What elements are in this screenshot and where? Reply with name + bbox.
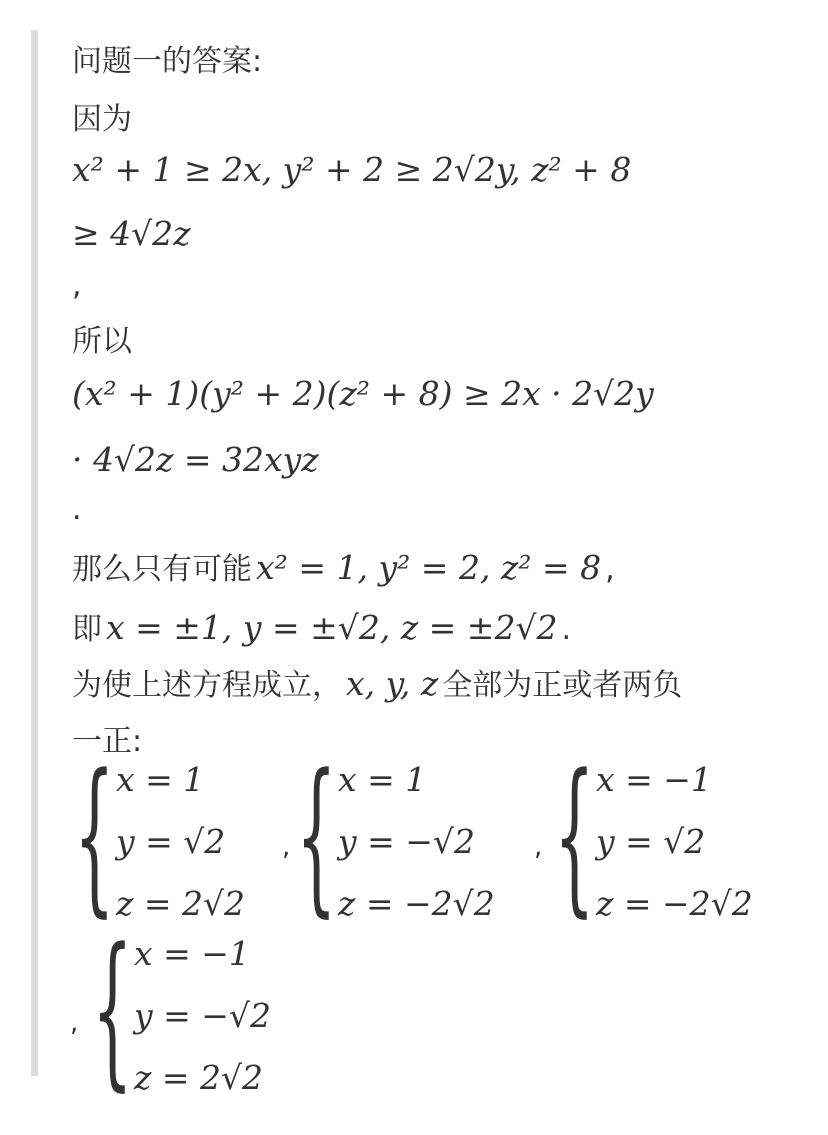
system-row: x = 1 bbox=[338, 760, 427, 799]
system-row: y = −√2 bbox=[134, 996, 271, 1035]
system-row: y = √2 bbox=[116, 822, 226, 861]
so-text: 所以 bbox=[72, 324, 132, 359]
product-line-1: (x² + 1)(y² + 2)(z² + 8) ≥ 2x · 2√2y bbox=[72, 374, 654, 413]
system-row: z = −2√2 bbox=[596, 884, 753, 923]
brace-icon: { bbox=[554, 742, 595, 935]
blockquote-bar bbox=[31, 30, 38, 1076]
separator-comma: , bbox=[282, 832, 291, 862]
only-possible-end: , bbox=[605, 552, 615, 587]
ie-line bbox=[72, 604, 571, 648]
period-text: . bbox=[72, 492, 82, 527]
ie-math: x = ±1, y = ±√2, z = ±2√2 bbox=[106, 608, 558, 647]
brace-icon: { bbox=[92, 916, 133, 1109]
condition-line-2: 一正: bbox=[72, 724, 143, 759]
condition-line bbox=[72, 660, 682, 704]
system-row: x = 1 bbox=[116, 760, 205, 799]
system-row: x = −1 bbox=[134, 934, 250, 973]
only-possible-math: x² = 1, y² = 2, z² = 8 bbox=[256, 548, 602, 587]
separator-comma: , bbox=[70, 1008, 79, 1038]
system-row: x = −1 bbox=[596, 760, 712, 799]
inequality-line-1: x² + 1 ≥ 2x, y² + 2 ≥ 2√2y, z² + 8 bbox=[72, 150, 632, 189]
ie-text: 即 bbox=[72, 612, 102, 647]
system-row: y = √2 bbox=[596, 822, 706, 861]
brace-icon: { bbox=[296, 742, 337, 935]
comma-text: , bbox=[72, 268, 82, 303]
inequality-line-2: ≥ 4√2z bbox=[72, 214, 191, 253]
condition-math: x, y, z bbox=[346, 664, 439, 703]
answer-heading: 问题一的答案: bbox=[72, 44, 263, 79]
system-row: z = −2√2 bbox=[338, 884, 495, 923]
system-row: y = −√2 bbox=[338, 822, 475, 861]
condition-pre: 为使上述方程成立， bbox=[72, 668, 342, 703]
only-possible-text: 那么只有可能 bbox=[72, 552, 252, 587]
brace-icon: { bbox=[74, 742, 115, 935]
condition-post: 全部为正或者两负 bbox=[442, 668, 683, 703]
product-line-2: · 4√2z = 32xyz bbox=[72, 440, 319, 479]
separator-comma: , bbox=[534, 832, 543, 862]
system-row: z = 2√2 bbox=[134, 1058, 264, 1097]
ie-end: . bbox=[561, 612, 572, 647]
because-text: 因为 bbox=[72, 102, 132, 137]
only-possible-line bbox=[72, 544, 615, 588]
system-row: z = 2√2 bbox=[116, 884, 246, 923]
